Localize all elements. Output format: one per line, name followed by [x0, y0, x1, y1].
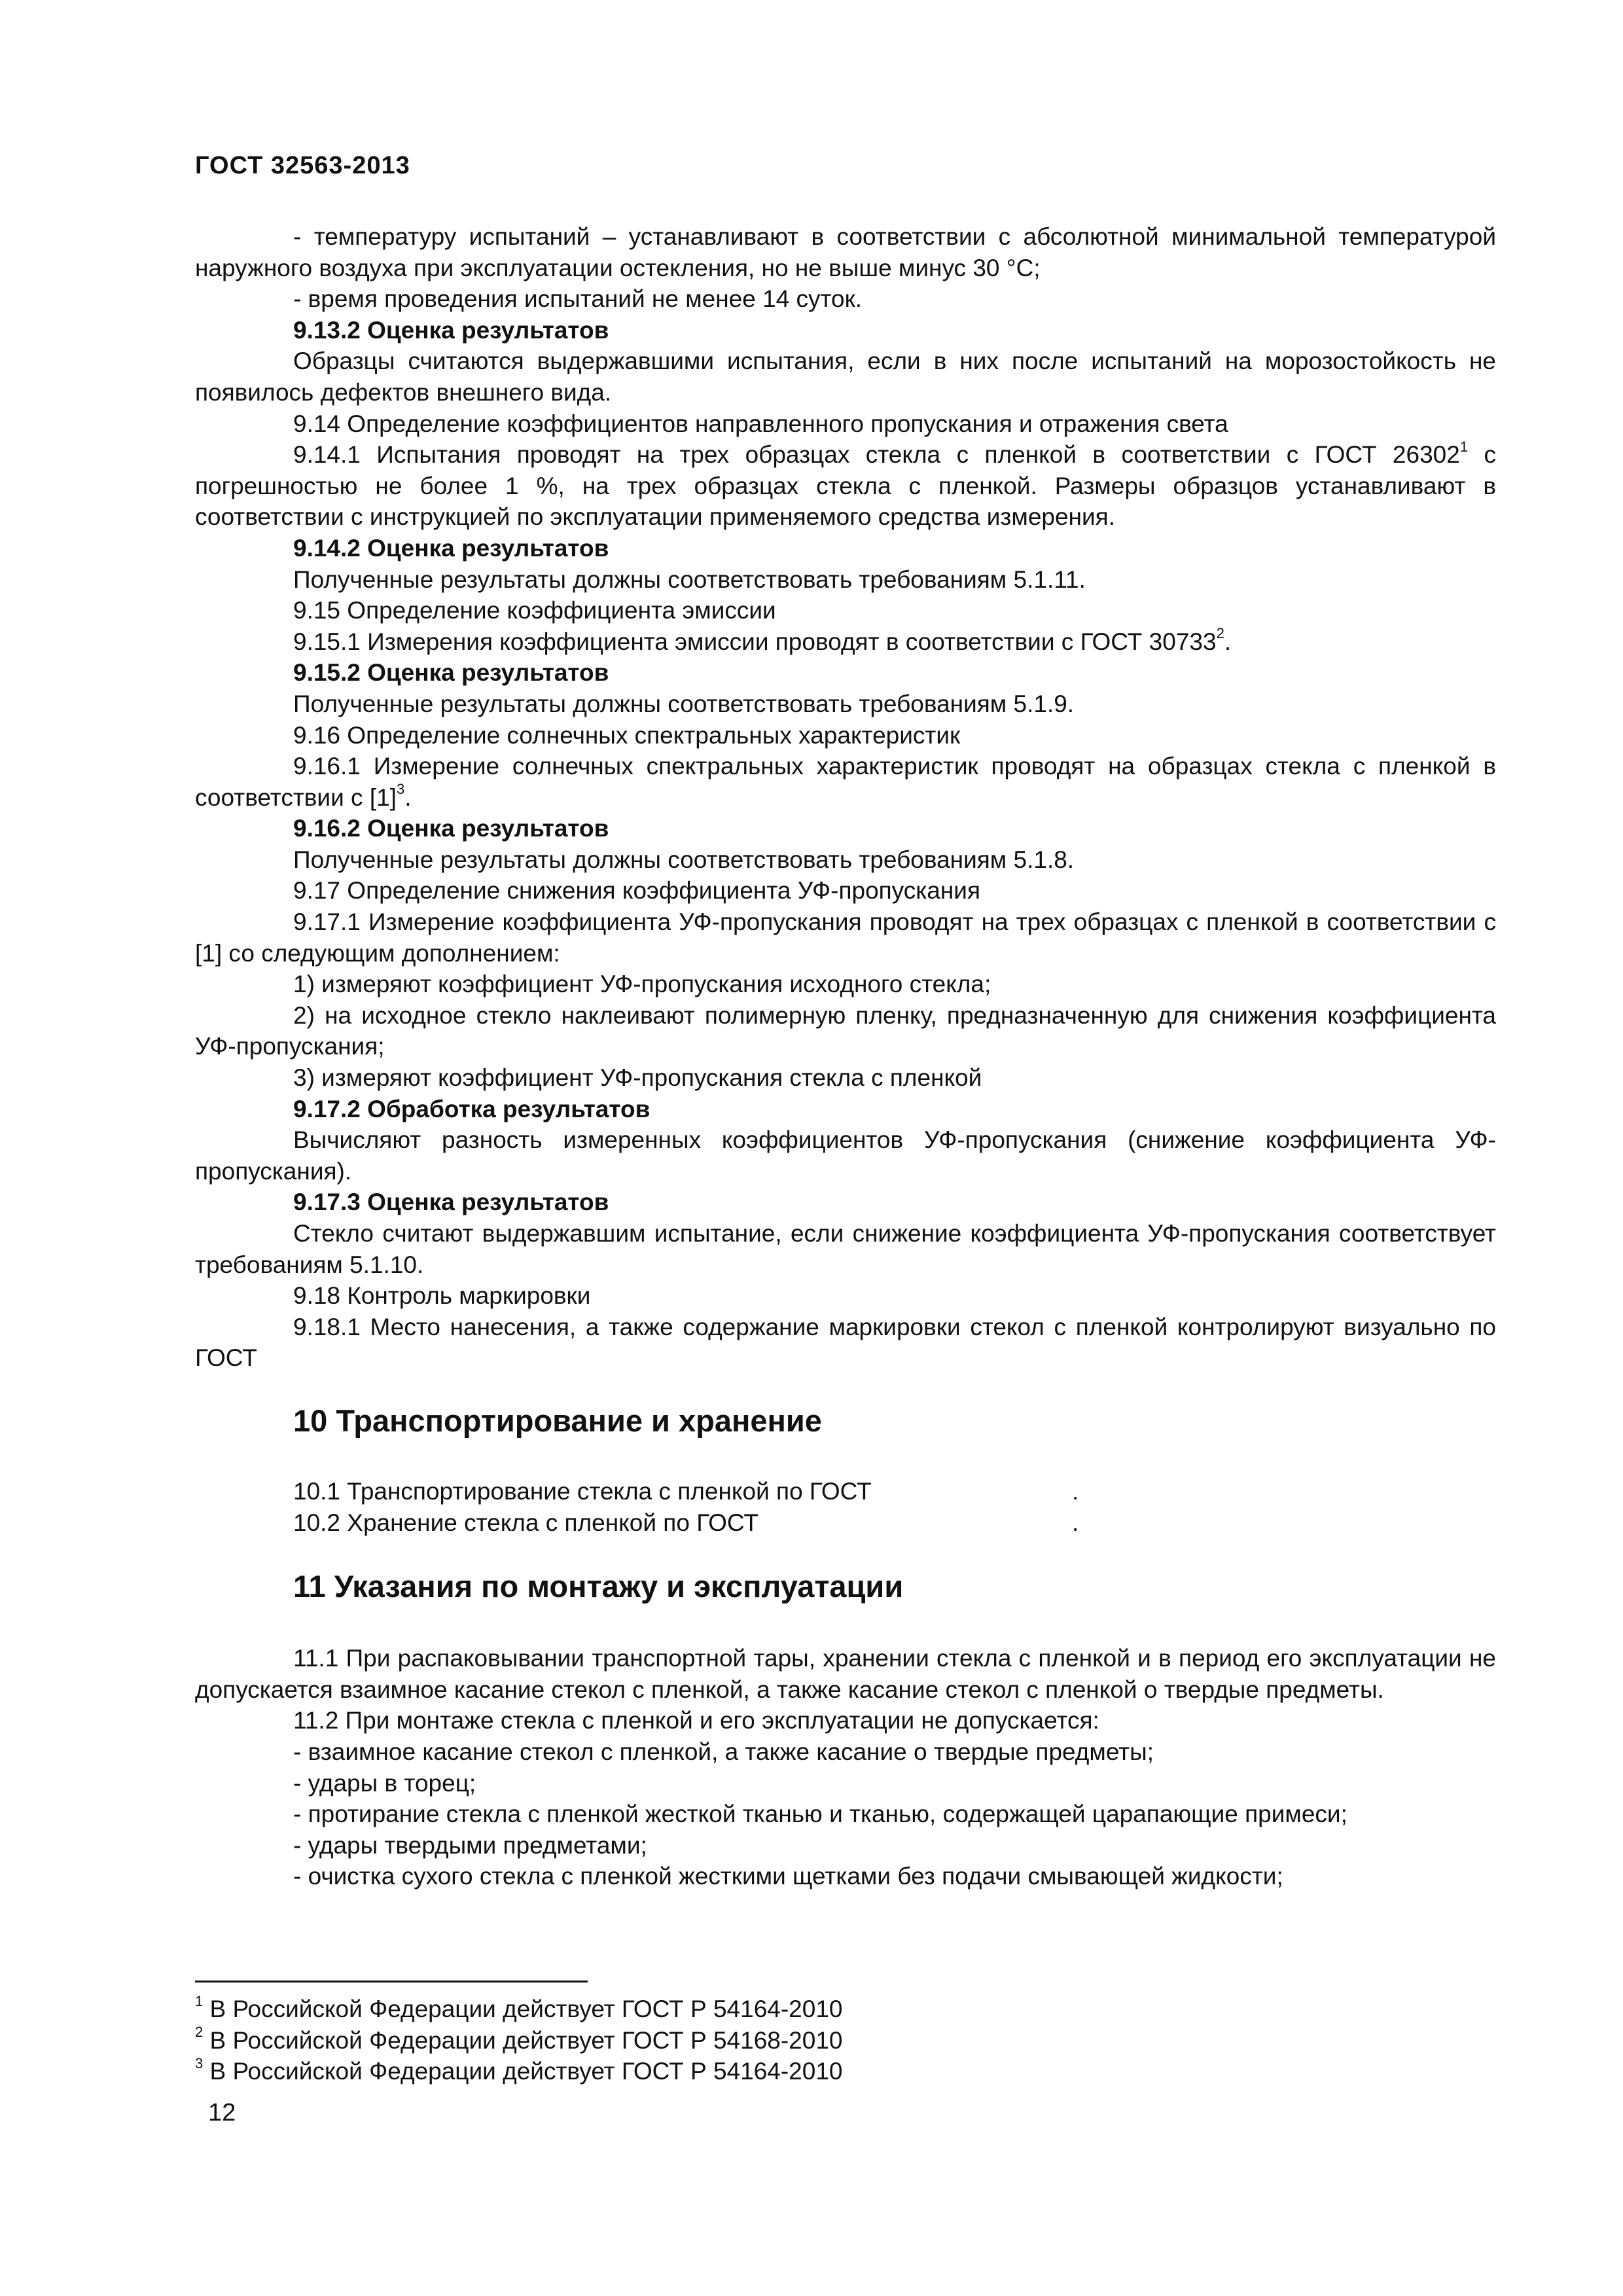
paragraph-text: . [404, 783, 412, 811]
document-header: ГОСТ 32563-2013 [195, 152, 410, 179]
section-10-item [195, 1476, 1496, 1507]
paragraph: 11.2 При монтаже стекла с пленкой и его эксплуатации не допускается: [293, 1707, 1099, 1734]
paragraph: - время проведения испытаний не менее 14 суток. [293, 285, 863, 313]
paragraph: 9.18.1 Место нанесения, а также содержание маркировки стекол с пленкой контролируют визуально по ГОСТ [195, 1313, 1496, 1372]
footnote-ref: 3 [396, 781, 405, 798]
paragraph: 9.15 Определение коэффициента эмиссии [293, 597, 776, 624]
paragraph-text: 9.14.1 Испытания проводят на трех образцах стекла с пленкой в соответствии с ГОСТ 26302 [293, 441, 1460, 469]
list-item: 1) измеряют коэффициент УФ-пропускания исходного стекла; [293, 971, 991, 998]
paragraph [195, 626, 1496, 658]
paragraph: 9.17 Определение снижения коэффициента УФ-пропускания [293, 877, 980, 905]
item-dot: . [1072, 1509, 1079, 1536]
paragraph: Вычисляют разность измеренных коэффициентов УФ-пропускания (снижение коэффициента УФ-пропускания). [195, 1126, 1496, 1185]
paragraph: 9.14 Определение коэффициентов направленного пропускания и отражения света [293, 410, 1228, 437]
paragraph: Полученные результаты должны соответствовать требованиям 5.1.9. [293, 690, 1075, 717]
list-item: - протирание стекла с пленкой жесткой тканью и тканью, содержащей царапающие примеси; [293, 1801, 1347, 1828]
footnote-text: В Российской Федерации действует ГОСТ Р 54164-2010 [203, 2058, 843, 2085]
footnote-text: В Российской Федерации действует ГОСТ Р 54168-2010 [203, 2026, 843, 2054]
list-item: - удары твердыми предметами; [293, 1831, 647, 1859]
paragraph: Стекло считают выдержавшим испытание, если снижение коэффициента УФ-пропускания соответствует требованиям 5.1.10. [195, 1220, 1496, 1278]
paragraph-text: 9.15.1 Измерения коэффициента эмиссии проводят в соответствии с ГОСТ 30733 [293, 628, 1217, 655]
section-heading-10: 10 Транспортирование и хранение [293, 1403, 822, 1438]
subsection-heading: 9.15.2 Оценка результатов [293, 659, 609, 687]
footnote-text: В Российской Федерации действует ГОСТ Р 54164-2010 [203, 1996, 843, 2022]
list-item: - очистка сухого стекла с пленкой жесткими щетками без подачи смывающей жидкости; [293, 1863, 1283, 1890]
footnote-ref: 1 [1459, 438, 1469, 455]
footnote-mark: 1 [195, 1992, 204, 2009]
paragraph: 9.18 Контроль маркировки [293, 1282, 591, 1310]
subsection-heading: 9.17.3 Оценка результатов [293, 1189, 609, 1216]
footnote-ref: 2 [1216, 625, 1224, 642]
list-item: 2) на исходное стекло наклеивают полимерную пленку, предназначенную для снижения коэффициента УФ-пропускания; [195, 1001, 1496, 1060]
subsection-heading: 9.13.2 Оценка результатов [293, 316, 609, 344]
list-item: 3) измеряют коэффициент УФ-пропускания стекла с пленкой [293, 1064, 982, 1092]
list-item: - удары в торец; [293, 1769, 476, 1797]
document-body [195, 221, 1496, 1892]
footnote [195, 1994, 842, 2025]
subsection-heading: 9.17.2 Обработка результатов [293, 1095, 651, 1122]
item-dot: . [1072, 1477, 1079, 1505]
item-text: 10.1 Транспортирование стекла с пленкой по ГОСТ [293, 1477, 872, 1505]
paragraph-text: . [1224, 628, 1232, 655]
subsection-heading: 9.16.2 Оценка результатов [293, 815, 609, 842]
footnotes [195, 1994, 842, 2087]
item-text: 10.2 Хранение стекла с пленкой по ГОСТ [293, 1509, 759, 1536]
paragraph: 11.1 При распаковывании транспортной тары, хранении стекла с пленкой и в период его эксплуатации не допускается взаимное касание стекол с пленкой, а также касание стекол с пленкой о твердые предметы. [195, 1645, 1496, 1703]
page-number: 12 [208, 2099, 236, 2126]
footnote-mark: 3 [195, 2054, 204, 2072]
paragraph: - температуру испытаний – устанавливают в соответствии с абсолютной минимальной температурой наружного воздуха при эксплуатации остекления, но не выше минус 30 °С; [195, 223, 1496, 281]
paragraph [195, 439, 1496, 533]
paragraph: 9.16 Определение солнечных спектральных характеристик [293, 721, 961, 749]
paragraph [195, 751, 1496, 813]
paragraph: 9.17.1 Измерение коэффициента УФ-пропускания проводят на трех образцах с пленкой в соответствии с [1] со следующим дополнением: [195, 908, 1496, 967]
subsection-heading: 9.14.2 Оценка результатов [293, 534, 609, 562]
section-heading-11: 11 Указания по монтажу и эксплуатации [293, 1569, 904, 1604]
paragraph: Полученные результаты должны соответствовать требованиям 5.1.11. [293, 565, 1086, 593]
footnote-mark: 2 [195, 2024, 204, 2041]
paragraph: Образцы считаются выдержавшими испытания, если в них после испытаний на морозостойкость не появилось дефектов внешнего вида. [195, 348, 1496, 406]
list-item: - взаимное касание стекол с пленкой, а также касание о твердые предметы; [293, 1738, 1154, 1765]
footnote-divider [195, 1981, 588, 1982]
footnote [195, 2056, 842, 2087]
footnote [195, 2025, 842, 2056]
paragraph-text: с погрешностью не более 1 %, на трех образцах стекла с пленкой. Размеры образцов устанавливают в соответствии с инструкцией по эксплуатации применяемого средства измерения. [195, 441, 1496, 531]
section-10-item [195, 1507, 1496, 1539]
paragraph: Полученные результаты должны соответствовать требованиям 5.1.8. [293, 846, 1075, 873]
paragraph-text: 9.16.1 Измерение солнечных спектральных характеристик проводят на образцах стекла с пленкой в соответствии с [1] [195, 753, 1496, 811]
